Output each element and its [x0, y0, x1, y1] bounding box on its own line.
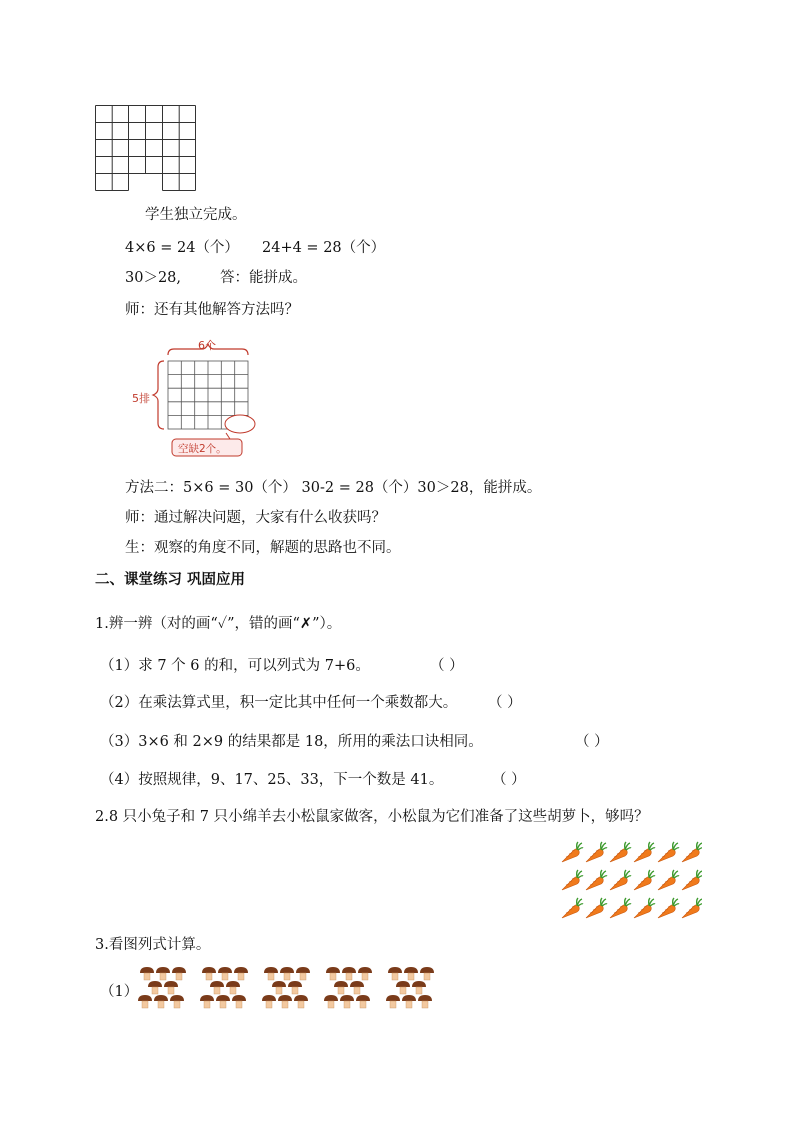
answer-blank[interactable]: （ ） [430, 658, 464, 674]
question-2: 2.8 只小兔子和 7 只小绵羊去小松鼠家做客，小松鼠为它们准备了这些胡萝卜，够吗？ [95, 809, 649, 825]
question-3: 3.看图列式计算。 [95, 937, 211, 953]
text-line: 师：还有其他解答方法吗？ [125, 302, 299, 318]
answer-blank[interactable]: （ ） [575, 734, 609, 750]
question-1: 1.辨一辨（对的画“✓”，错的画“✗”）。 [95, 616, 342, 632]
top-label: 6个 [198, 339, 216, 352]
text-equation: 4×6 = 24（个） [125, 240, 239, 256]
callout-text: 空缺2个。 [178, 443, 227, 455]
answer-blank[interactable]: （ ） [492, 772, 526, 788]
text-comparison: 30＞28, [125, 270, 182, 286]
question-item: （2）在乘法算式里，积一定比其中任何一个乘数都大。 [100, 695, 458, 711]
text-line: 学生独立完成。 [145, 207, 247, 223]
left-label: 5排 [132, 392, 150, 405]
text-line: 师：通过解决问题，大家有什么收获吗？ [125, 510, 386, 526]
answer-blank[interactable]: （ ） [488, 695, 522, 711]
question-item: （1）求 7 个 6 的和，可以列式为 7+6。 [100, 658, 370, 674]
subquestion-label: （1） [100, 984, 139, 1000]
text-equation: 24+4 = 28（个） [262, 240, 386, 256]
mushroom-groups [138, 965, 448, 1020]
carrot-group [560, 840, 702, 922]
section-heading: 二、课堂练习 巩固应用 [95, 571, 246, 588]
question-item: （4）按照规律，9、17、25、33，下一个数是 41。 [100, 772, 444, 788]
text-answer: 答：能拼成。 [220, 270, 307, 286]
grid-diagram-6x5 [130, 335, 270, 460]
grid-figure-notched [95, 105, 197, 193]
text-method-two: 方法二：5×6 = 30（个） 30-2 = 28（个）30＞28，能拼成。 [125, 480, 542, 496]
text-line: 生：观察的角度不同，解题的思路也不同。 [125, 540, 401, 556]
question-item: （3）3×6 和 2×9 的结果都是 18，所用的乘法口诀相同。 [100, 734, 483, 750]
